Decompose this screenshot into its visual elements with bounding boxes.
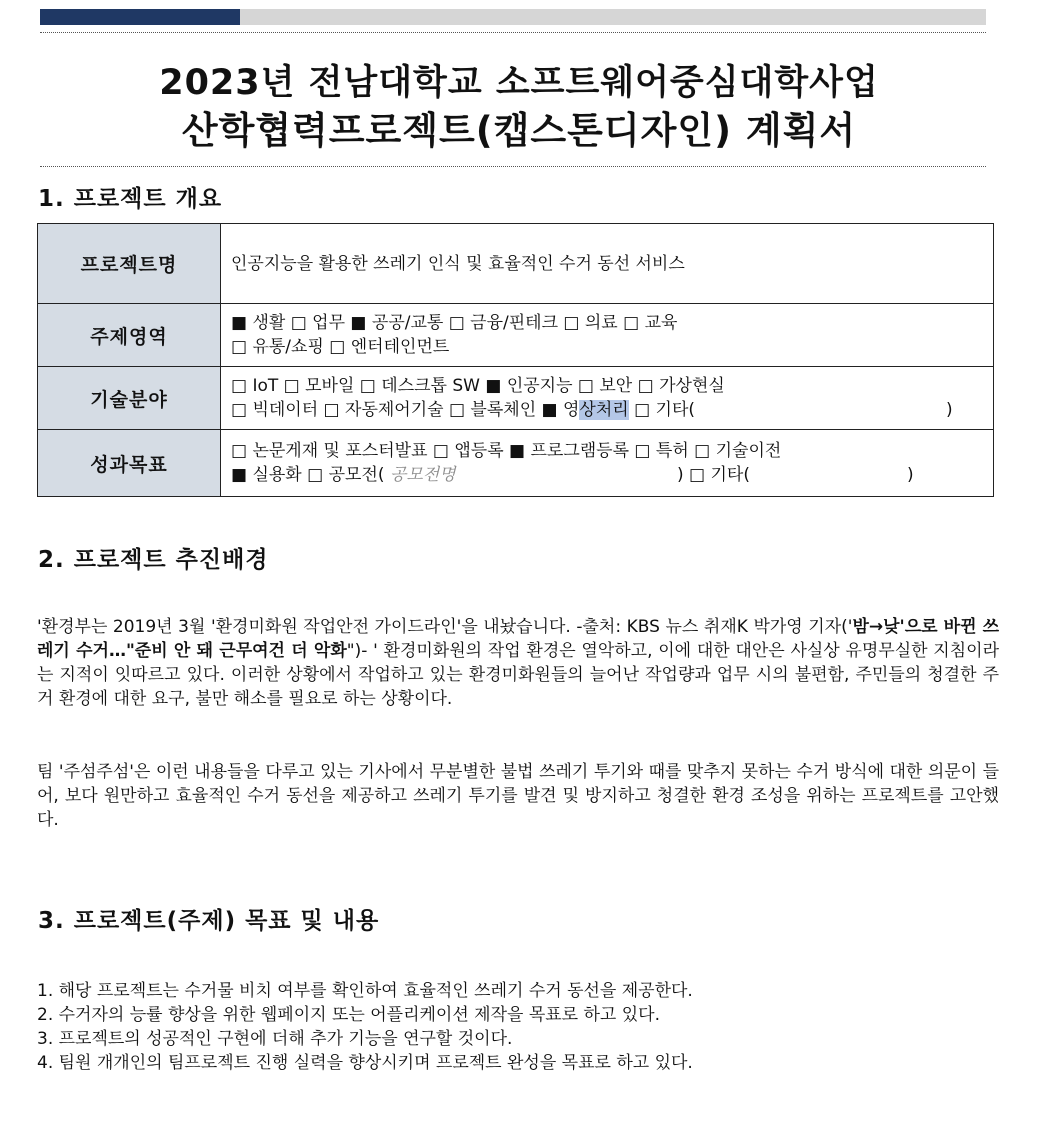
tech-field-other-close: ) [946, 400, 953, 420]
section1-heading: 1. 프로젝트 개요 [38, 186, 223, 212]
goals-other: ) □ 기타( [677, 465, 750, 485]
table-row [38, 304, 994, 367]
row-label-goals: 성과목표 [38, 430, 221, 497]
background-paragraph-1 [37, 615, 999, 711]
divider-top [40, 32, 986, 33]
header-bar-accent [40, 9, 240, 25]
list-item: 3. 프로젝트의 성공적인 구현에 더해 추가 기능을 연구할 것이다. [37, 1029, 513, 1049]
goals-list [37, 979, 999, 1075]
tech-field-other: □ 기타( [628, 400, 696, 420]
tech-field-line2-text: □ 빅데이터 □ 자동제어기술 □ 블록체인 ■ 영 [231, 400, 580, 420]
table-row [38, 224, 994, 304]
topic-area-line2: □ 유통/쇼핑 □ 엔터테인먼트 [231, 337, 450, 357]
row-label-project-name: 프로젝트명 [38, 224, 221, 304]
goals-other-close: ) [907, 465, 914, 485]
background-paragraph-1-b: ")- ' 환경미화원의 작업 환경은 열악하고, 이에 대한 대안은 사실상 유명무실한 지침이라는 지적이 잇따르고 있다. 이러한 상황에서 작업하고 있는 환경미화원들의 늘어난 작업량과 업무 시의 불편함, 주민들의 청결한 주거 환경에 대한 요구, 불만 해소를 필요로 하는 상황이다. [37, 641, 999, 709]
project-name-text: 인공지능을 활용한 쓰레기 인식 및 효율적인 수거 동선 서비스 [231, 253, 685, 274]
background-paragraph-1-a: '환경부는 2019년 3월 '환경미화원 작업안전 가이드라인'을 내놨습니다. -출처: KBS 뉴스 취재K 박가영 기자(' [37, 617, 853, 637]
list-item: 2. 수거자의 능률 향상을 위한 웹페이지 또는 어플리케이션 제작을 목표로 하고 있다. [37, 1005, 660, 1025]
table-row [38, 430, 994, 497]
list-item: 1. 해당 프로젝트는 수거물 비치 여부를 확인하여 효율적인 쓰레기 수거 동선을 제공한다. [37, 981, 693, 1001]
goals-value [221, 430, 994, 497]
project-name-value [221, 224, 994, 304]
contest-name-placeholder: 공모전명 [389, 465, 456, 485]
highlighted-text: 상처리 [579, 400, 629, 420]
section3-heading: 3. 프로젝트(주제) 목표 및 내용 [38, 908, 380, 934]
divider-title [40, 166, 986, 167]
row-label-topic-area: 주제영역 [38, 304, 221, 367]
section2-heading: 2. 프로젝트 추진배경 [38, 547, 269, 573]
header-bar [40, 9, 986, 25]
tech-field-line2 [231, 398, 983, 422]
background-paragraph-2: 팀 '주섬주섬'은 이런 내용들을 다루고 있는 기사에서 무분별한 불법 쓰레기 투기와 때를 맞추지 못하는 수거 방식에 대한 의문이 들어, 보다 원만하고 효율적인 수거 동선을 제공하고 쓰레기 투기를 발견 및 방지하고 청결한 환경 조성을 위하는 프로젝트를 고안했다. [37, 762, 999, 830]
topic-area-line1: ■ 생활 □ 업무 ■ 공공/교통 □ 금융/핀테크 □ 의료 □ 교육 [231, 313, 678, 333]
tech-field-line1: □ IoT □ 모바일 □ 데스크톱 SW ■ 인공지능 □ 보안 □ 가상현실 [231, 376, 725, 396]
row-label-tech-field: 기술분야 [38, 367, 221, 430]
goals-line2-text: ■ 실용화 □ 공모전( [231, 465, 385, 485]
overview-table [37, 223, 994, 497]
goals-line2 [231, 463, 983, 487]
document-title-line2: 산학협력프로젝트(캡스톤디자인) 계획서 [181, 109, 857, 152]
table-row [38, 367, 994, 430]
topic-area-value [221, 304, 994, 367]
list-item: 4. 팀원 개개인의 팀프로젝트 진행 실력을 향상시키며 프로젝트 완성을 목표로 하고 있다. [37, 1053, 693, 1073]
article-title: 밤→낮'으로 바뀐 쓰레기 수거…"준비 안 돼 근무여건 더 악화 [37, 617, 999, 661]
tech-field-value [221, 367, 994, 430]
document-title-line1: 2023년 전남대학교 소프트웨어중심대학사업 [159, 63, 879, 103]
goals-line1: □ 논문게재 및 포스터발표 □ 앱등록 ■ 프로그램등록 □ 특허 □ 기술이전 [231, 441, 782, 461]
